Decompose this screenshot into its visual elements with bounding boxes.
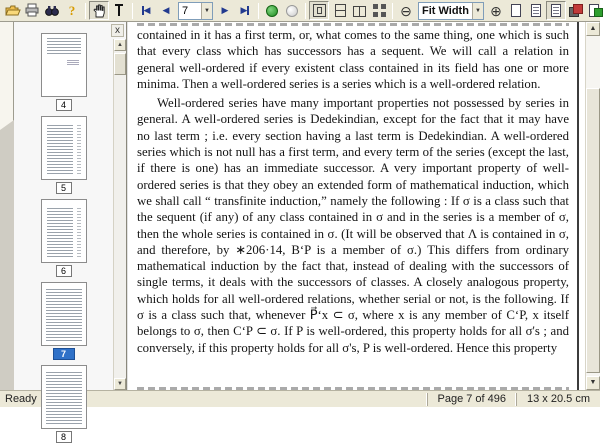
zoom-in-icon: ⊕: [490, 2, 502, 19]
export-page-icon: [589, 4, 603, 17]
thumbnail-page-6[interactable]: [41, 199, 87, 277]
page-edge-shadow: [577, 22, 579, 390]
thumbnail-image: [41, 282, 87, 346]
toolbar: [0, 0, 600, 22]
swap-colors-button[interactable]: [566, 1, 586, 20]
previous-view-button[interactable]: [262, 1, 282, 20]
select-text-icon[interactable]: [109, 1, 129, 20]
paragraph: contained in it has a first term, or, what comes to the same thing, one which is such that every class which has successors has a sequent. We will call a relation in general well-ordered if every existent class contained in its field has one or more minima. Then a well-ordered series is a series which is a well-ordered relation.: [137, 28, 569, 91]
status-text: Ready: [5, 393, 37, 405]
thumbnail-page-label: 5: [56, 182, 72, 194]
thumbnail-page-7[interactable]: [41, 282, 87, 360]
scrollbar-track[interactable]: [586, 36, 600, 376]
thumbnail-page-label: 6: [56, 265, 72, 277]
first-page-icon: ◀: [143, 5, 151, 15]
toolbar-separator: [392, 3, 393, 19]
page-size-indicator: 13 x 20.5 cm: [516, 393, 600, 406]
previous-page-button[interactable]: [156, 1, 176, 20]
zoom-level-value: Fit Width: [422, 4, 469, 17]
page-indicator: Page 7 of 496: [427, 393, 517, 406]
fit-page-button[interactable]: [526, 1, 546, 20]
toolbar-separator: [258, 3, 259, 19]
first-page-button[interactable]: [136, 1, 156, 20]
fit-page-icon: [531, 4, 541, 17]
last-page-icon: ▶: [240, 5, 248, 15]
zoom-in-button[interactable]: [486, 1, 506, 20]
fit-width-button[interactable]: [546, 1, 566, 20]
scrollbar-thumb[interactable]: [586, 88, 600, 373]
thumbnail-page-5[interactable]: [41, 116, 87, 194]
panel-scroll-down-icon[interactable]: ▼: [114, 378, 126, 390]
ibeam-glyph: [114, 4, 124, 17]
thumbnail-image: [41, 365, 87, 429]
thumbnail-image: [41, 33, 87, 97]
thumbnails-tab[interactable]: [0, 22, 14, 130]
zoom-level-combo[interactable]: [418, 2, 484, 20]
thumbnail-page-label: 4: [56, 99, 72, 111]
actual-size-button[interactable]: [506, 1, 526, 20]
thumbnail-page-label: 8: [56, 431, 72, 443]
sidebar-rail: [0, 22, 14, 390]
page-number-input[interactable]: [179, 5, 201, 17]
actual-size-icon: [511, 4, 521, 17]
open-icon[interactable]: [2, 1, 22, 20]
export-page-button[interactable]: [586, 1, 606, 20]
continuous-icon: [335, 4, 344, 17]
scroll-up-icon[interactable]: ▲: [586, 22, 600, 36]
previous-view-icon: [266, 5, 278, 17]
print-icon[interactable]: [22, 1, 42, 20]
next-page-icon: ▶: [221, 5, 229, 15]
last-page-button[interactable]: [235, 1, 255, 20]
find-icon[interactable]: [42, 1, 62, 20]
toolbar-separator: [85, 3, 86, 19]
page-text: [137, 23, 569, 390]
close-panel-icon[interactable]: x: [111, 24, 124, 37]
swap-colors-icon: [569, 4, 583, 17]
next-view-button[interactable]: [282, 1, 302, 20]
zoom-dropdown-arrow[interactable]: ▼: [472, 3, 483, 19]
continuous-layout-button[interactable]: [329, 1, 349, 20]
scroll-down-icon[interactable]: ▼: [586, 376, 600, 390]
continuous-facing-icon: [373, 4, 386, 17]
continuous-facing-layout-button[interactable]: [369, 1, 389, 20]
paragraph: Well-ordered series have many important properties not possessed by series in general. A well-ordered series is Dedekindian, except for the fact that it may have no last term ; i.e. every section having a last term is Dedekindian. A well-ordered series which is not null has a first term, and every term of the series (except the last, if there is one) has an immediate successor. A very important property of well-ordered series is that they obey an extended form of mathematical induction, which we shall call “ transfinite induction,” namely the following : If σ is a class such that the sequent (if any) of any class contained in σ and in the series is a member of σ, then the whole series is contained in σ. (It will be observed that Λ is contained in σ, and therefore, by ∗206·14, B‘P is a member of σ.) This differs from ordinary mathematical induction by the fact that, instead of dealing with the successors of single terms, it deals with the successors of classes. A closely analogous property, which holds for all well-ordered relations, whether serial or not, is the following. If σ is a class such that, whenever P⃗‘x ⊂ σ, where x is any member of C‘P, x itself belongs to σ, then C‘P ⊂ σ. If P is well-ordered, this property holds for all σ's ; and conversely, if this property holds for all σ's, P is well-ordered. Hence this property: [137, 96, 569, 355]
printer-icon: [25, 4, 39, 17]
single-page-layout-button[interactable]: [309, 1, 329, 20]
facing-layout-button[interactable]: [349, 1, 369, 20]
previous-page-icon: ◀: [162, 5, 170, 15]
fit-width-icon: [551, 4, 561, 17]
panel-scroll-up-icon[interactable]: ▲: [114, 39, 126, 51]
clipped-text-line: [137, 23, 569, 26]
page-number-dropdown-arrow[interactable]: ▼: [201, 3, 212, 19]
question-mark-glyph: ?: [68, 2, 76, 18]
help-icon[interactable]: [62, 1, 82, 20]
single-page-icon: [313, 4, 326, 17]
document-page: [127, 22, 585, 390]
zoom-out-icon: ⊖: [400, 2, 412, 19]
next-page-button[interactable]: [215, 1, 235, 20]
thumbnail-page-label: 7: [53, 348, 75, 360]
clipped-text-line: [137, 387, 569, 390]
thumbnail-page-8[interactable]: [41, 365, 87, 443]
hand-tool-icon[interactable]: [89, 1, 109, 20]
toolbar-separator: [305, 3, 306, 19]
folder-icon: [5, 5, 20, 17]
next-view-icon: [286, 5, 298, 17]
vertical-scrollbar: [585, 22, 600, 390]
facing-icon: [353, 6, 366, 15]
hand-glyph: [93, 4, 106, 18]
page-number-combo: [178, 2, 213, 20]
zoom-out-button[interactable]: [396, 1, 416, 20]
panel-scrollbar: [113, 39, 126, 390]
status-bar: [0, 390, 600, 407]
thumbnail-page-4[interactable]: [41, 33, 87, 111]
binoculars-icon: [45, 5, 59, 17]
thumbnail-image: [41, 116, 87, 180]
panel-scrollbar-thumb[interactable]: [114, 53, 126, 75]
thumbnail-image: [41, 199, 87, 263]
toolbar-separator: [132, 3, 133, 19]
